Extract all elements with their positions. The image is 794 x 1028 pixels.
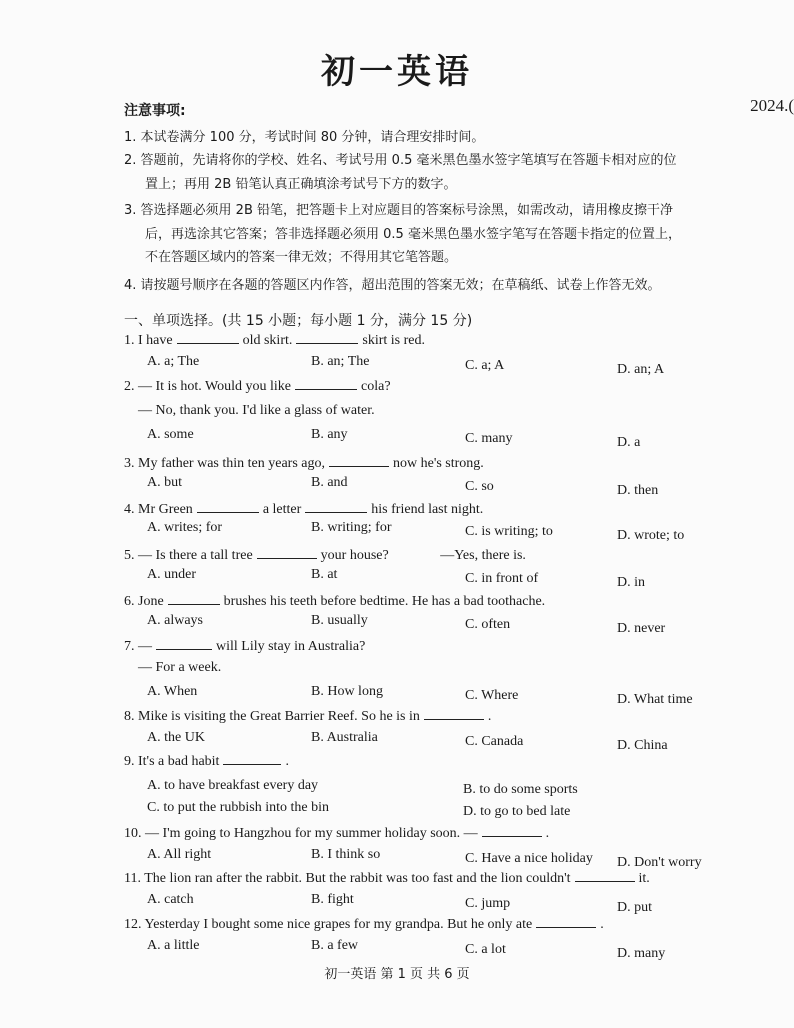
question-text: it. bbox=[638, 871, 650, 886]
question-text: . bbox=[545, 826, 550, 841]
question-text: your house? bbox=[320, 548, 389, 563]
question-stem bbox=[124, 592, 545, 610]
answer-blank bbox=[482, 824, 542, 837]
notes-heading: 注意事项: bbox=[124, 103, 186, 119]
question-text: will Lily stay in Australia? bbox=[216, 639, 366, 654]
question-text: Jone bbox=[138, 594, 164, 609]
question-text: The lion ran after the rabbit. But the rabbit was too fast and the lion couldn't bbox=[144, 871, 571, 886]
question-number: 5. bbox=[124, 548, 138, 563]
question-text: brushes his teeth before bedtime. He has a bad toothache. bbox=[223, 594, 546, 609]
answer-option: A. the UK bbox=[147, 730, 205, 745]
page-footer: 初一英语 第 1 页 共 6 页 bbox=[324, 967, 470, 982]
answer-option: B. I think so bbox=[311, 847, 381, 862]
question-text: Mr Green bbox=[138, 502, 193, 517]
question-text: —Yes, there is. bbox=[440, 548, 526, 563]
note-line: 4. 请按题号顺序在各题的答题区内作答，超出范围的答案无效；在草稿纸、试卷上作答无效。 bbox=[124, 278, 661, 293]
answer-blank bbox=[156, 637, 212, 650]
answer-option: B. usually bbox=[311, 613, 368, 628]
answer-option: A. to have breakfast every day bbox=[147, 778, 319, 793]
question-stem bbox=[124, 869, 650, 887]
answer-option: C. jump bbox=[465, 896, 511, 911]
answer-option: A. a little bbox=[147, 938, 200, 953]
note-line: 后，再选涂其它答案；答非选择题必须用 0.5 毫米黑色墨水签字笔写在答题卡指定的位置上， bbox=[145, 227, 681, 242]
answer-blank bbox=[197, 500, 259, 513]
note-line: 1. 本试卷满分 100 分，考试时间 80 分钟，请合理安排时间。 bbox=[124, 130, 485, 145]
answer-option: A. always bbox=[147, 613, 203, 628]
question-text: — Is there a tall tree bbox=[138, 548, 253, 563]
answer-option: D. never bbox=[617, 621, 666, 636]
answer-option: D. put bbox=[617, 900, 652, 915]
answer-option: D. to go to bed late bbox=[463, 804, 571, 819]
answer-blank bbox=[296, 331, 358, 344]
answer-option: D. in bbox=[617, 575, 645, 590]
question-stem bbox=[124, 824, 549, 842]
question-text: — bbox=[138, 639, 152, 654]
answer-option: B. an; The bbox=[311, 354, 370, 369]
answer-blank bbox=[575, 869, 635, 882]
answer-option: B. any bbox=[311, 427, 348, 442]
question-stem bbox=[124, 454, 484, 472]
answer-option: B. How long bbox=[311, 684, 383, 699]
answer-option: B. to do some sports bbox=[463, 782, 578, 797]
question-text: Yesterday I bought some nice grapes for my grandpa. But he only ate bbox=[144, 917, 533, 932]
question-text: . bbox=[487, 709, 492, 724]
answer-option: B. at bbox=[311, 567, 338, 582]
exam-title: 初一英语 bbox=[321, 52, 473, 92]
question-stem bbox=[124, 546, 526, 564]
question-number: 2. bbox=[124, 379, 138, 394]
answer-option: A. a; The bbox=[147, 354, 200, 369]
question-number: 10. bbox=[124, 826, 145, 841]
question-stem bbox=[124, 500, 483, 518]
question-stem bbox=[124, 707, 491, 725]
answer-option: A. All right bbox=[147, 847, 212, 862]
answer-option: B. and bbox=[311, 475, 348, 490]
answer-option: A. writes; for bbox=[147, 520, 223, 535]
answer-blank bbox=[168, 592, 220, 605]
answer-blank bbox=[177, 331, 239, 344]
question-text: old skirt. bbox=[242, 333, 293, 348]
question-number: 1. bbox=[124, 333, 138, 348]
note-line: 不在答题区域内的答案一律无效；不得用其它笔答题。 bbox=[145, 250, 458, 265]
answer-blank bbox=[257, 546, 317, 559]
answer-option: B. writing; for bbox=[311, 520, 392, 535]
question-stem bbox=[124, 915, 604, 933]
answer-option: B. a few bbox=[311, 938, 359, 953]
exam-date-fragment: 2024.( bbox=[750, 96, 794, 115]
answer-option: D. wrote; to bbox=[617, 528, 685, 543]
question-text: — I'm going to Hangzhou for my summer holiday soon. bbox=[145, 826, 461, 841]
question-number: 3. bbox=[124, 456, 138, 471]
answer-option: D. many bbox=[617, 946, 666, 961]
answer-option: A. some bbox=[147, 427, 194, 442]
question-stem bbox=[124, 752, 289, 770]
answer-blank bbox=[329, 454, 389, 467]
question-text: his friend last night. bbox=[371, 502, 484, 517]
answer-option: D. What time bbox=[617, 692, 693, 707]
answer-option: C. is writing; to bbox=[465, 524, 553, 539]
question-text: cola? bbox=[361, 379, 391, 394]
note-line: 3. 答选择题必须用 2B 铅笔，把答题卡上对应题目的答案标号涂黑，如需改动，请用橡皮擦干净 bbox=[124, 203, 673, 218]
answer-blank bbox=[305, 500, 367, 513]
answer-option: D. Don't worry bbox=[617, 855, 702, 870]
question-text: Mike is visiting the Great Barrier Reef. So he is in bbox=[138, 709, 420, 724]
dialogue-reply: — No, thank you. I'd like a glass of water. bbox=[138, 403, 375, 418]
question-number: 4. bbox=[124, 502, 138, 517]
question-text: — It is hot. Would you like bbox=[138, 379, 292, 394]
answer-option: C. a; A bbox=[465, 358, 505, 373]
answer-option: D. China bbox=[617, 738, 668, 753]
question-text: It's a bad habit bbox=[138, 754, 220, 769]
answer-option: C. often bbox=[465, 617, 511, 632]
answer-option: D. then bbox=[617, 483, 659, 498]
answer-option: B. fight bbox=[311, 892, 354, 907]
answer-option: A. under bbox=[147, 567, 196, 582]
answer-blank bbox=[295, 377, 357, 390]
answer-option: C. so bbox=[465, 479, 494, 494]
question-text: now he's strong. bbox=[393, 456, 484, 471]
answer-option: B. Australia bbox=[311, 730, 378, 745]
answer-option: A. but bbox=[147, 475, 182, 490]
question-stem bbox=[124, 377, 391, 395]
answer-option: C. Where bbox=[465, 688, 519, 703]
question-text: — bbox=[463, 826, 478, 841]
question-number: 12. bbox=[124, 917, 145, 932]
question-text: I have bbox=[138, 333, 173, 348]
question-text: a letter bbox=[262, 502, 302, 517]
question-text: skirt is red. bbox=[362, 333, 425, 348]
answer-option: D. a bbox=[617, 435, 641, 450]
answer-option: C. Canada bbox=[465, 734, 524, 749]
question-text: . bbox=[285, 754, 289, 769]
note-line: 2. 答题前，先请将你的学校、姓名、考试号用 0.5 毫米黑色墨水签字笔填写在答题卡相对应的位 bbox=[124, 153, 677, 168]
answer-blank bbox=[536, 915, 596, 928]
answer-option: D. an; A bbox=[617, 362, 665, 377]
answer-option: A. When bbox=[147, 684, 198, 699]
question-text: My father was thin ten years ago, bbox=[138, 456, 325, 471]
answer-option: C. a lot bbox=[465, 942, 506, 957]
question-number: 9. bbox=[124, 754, 138, 769]
answer-option: A. catch bbox=[147, 892, 194, 907]
dialogue-reply: — For a week. bbox=[138, 660, 222, 675]
note-line: 置上；再用 2B 铅笔认真正确填涂考试号下方的数字。 bbox=[145, 177, 457, 192]
answer-blank bbox=[424, 707, 484, 720]
question-number: 7. bbox=[124, 639, 138, 654]
answer-option: C. in front of bbox=[465, 571, 539, 586]
answer-option: C. Have a nice holiday bbox=[465, 851, 593, 866]
answer-blank bbox=[223, 752, 281, 765]
question-number: 6. bbox=[124, 594, 138, 609]
section-heading: 一、单项选择。(共 15 小题；每小题 1 分，满分 15 分) bbox=[124, 313, 473, 329]
question-stem bbox=[124, 637, 365, 655]
answer-option: C. many bbox=[465, 431, 513, 446]
question-text: . bbox=[600, 917, 604, 932]
question-number: 8. bbox=[124, 709, 138, 724]
answer-option: C. to put the rubbish into the bin bbox=[147, 800, 329, 815]
question-number: 11. bbox=[124, 871, 145, 886]
question-stem bbox=[124, 331, 425, 349]
